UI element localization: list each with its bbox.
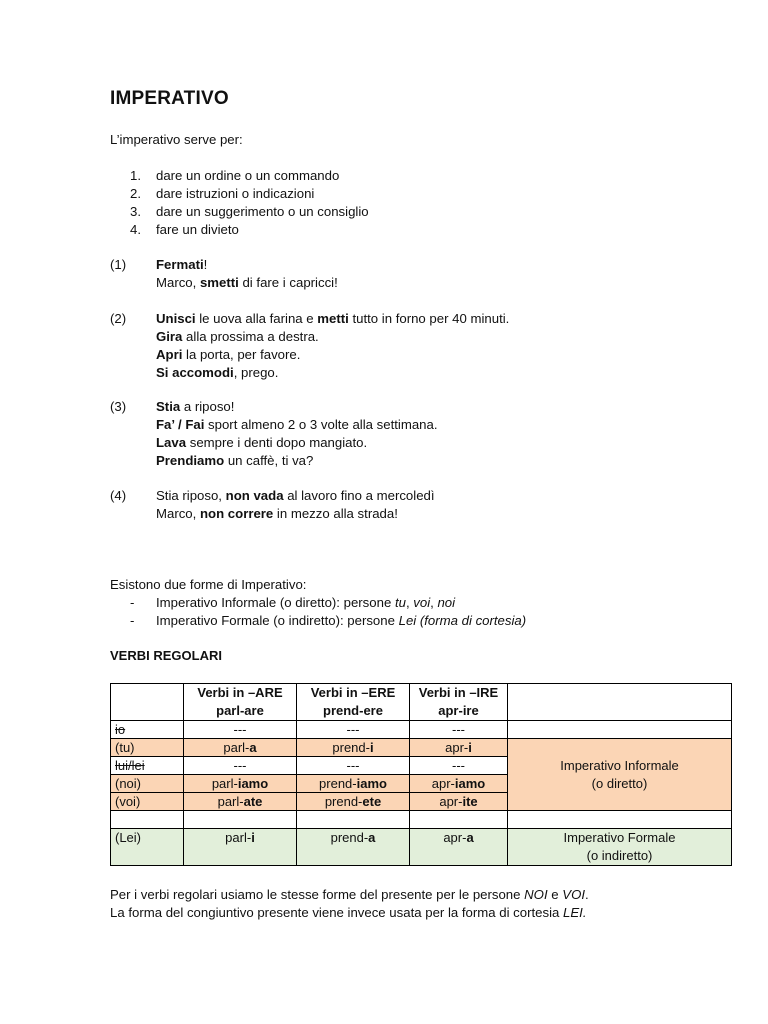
- imperative-verb: non correre: [199, 506, 274, 521]
- table-cell: [410, 829, 508, 866]
- table-cell: ---: [184, 721, 297, 739]
- verb-ending: a: [368, 830, 376, 845]
- verb-ending: i: [468, 740, 472, 755]
- verb-ending: iamo: [237, 776, 269, 791]
- list-text: fare un divieto: [156, 222, 239, 237]
- list-text: dare un suggerimento o un consiglio: [156, 204, 369, 219]
- table-cell: [297, 829, 410, 866]
- sentence-text: di fare i capricci!: [238, 275, 338, 290]
- page-title: IMPERATIVO: [110, 88, 229, 109]
- sentence-text: un caffè, ti va?: [224, 453, 314, 468]
- table-cell: [410, 793, 508, 811]
- table-header-row: [111, 684, 732, 721]
- imperative-verb: Fermati: [156, 257, 204, 272]
- verb-ending: i: [369, 740, 374, 755]
- sentence-text: alla prossima a destra.: [182, 329, 319, 344]
- example-sentence: [156, 364, 509, 382]
- header-ire: [410, 684, 508, 721]
- table-cell: [297, 775, 410, 793]
- table-cell: [410, 739, 508, 757]
- example-sentence: [156, 452, 437, 470]
- person-cell: (Lei): [111, 829, 184, 866]
- example-sentence: [156, 346, 509, 364]
- note-line: [110, 886, 589, 904]
- table-cell: [297, 739, 410, 757]
- verb-ending: ite: [462, 794, 478, 809]
- verb-stem: prend-: [330, 830, 369, 845]
- sentence-text: sempre i denti dopo mangiato.: [186, 435, 368, 450]
- imperative-verb: Si accomodi: [156, 365, 234, 380]
- table-row: [111, 721, 732, 739]
- table-cell: [184, 793, 297, 811]
- note-text: La forma del congiuntivo presente viene invece usata per la forma di cortesia: [110, 905, 564, 920]
- table-cell: ---: [297, 757, 410, 775]
- sentence-text: a riposo!: [180, 399, 235, 414]
- list-number: 3.: [130, 204, 141, 219]
- informal-line: (o diretto): [591, 775, 648, 791]
- intro-text: L’imperativo serve per:: [110, 132, 243, 147]
- note-text: .: [585, 887, 589, 902]
- imperative-verb: Fa’ / Fai: [156, 417, 205, 432]
- verb-stem: parl-: [223, 740, 250, 755]
- person-lei: Lei (forma di cortesia): [398, 613, 527, 628]
- person-noi: noi: [437, 595, 456, 610]
- imperative-verb: Lava: [156, 435, 187, 450]
- verb-stem: apr-: [445, 740, 469, 755]
- informal-label-cell: [508, 739, 732, 811]
- example-sentence: [156, 256, 338, 274]
- verb-ending: ate: [243, 794, 263, 809]
- example-label: (3): [110, 399, 127, 414]
- table-cell: [508, 721, 732, 739]
- table-cell: [508, 811, 732, 829]
- table-cell: [410, 811, 508, 829]
- person-label: io: [115, 722, 126, 737]
- imperative-verb: metti: [317, 311, 349, 326]
- sentence-text: Marco,: [156, 275, 200, 290]
- table-cell: [111, 684, 184, 721]
- header-line: prend-ere: [323, 703, 383, 718]
- formal-label-cell: [508, 829, 732, 866]
- verbs-table: [110, 683, 732, 866]
- sentence-text: al lavoro fino a mercoledì: [283, 488, 435, 503]
- verb-stem: prend-: [332, 740, 370, 755]
- closing-notes: [110, 886, 589, 922]
- separator: ,: [405, 595, 414, 610]
- table-cell: [410, 775, 508, 793]
- verb-ending: a: [249, 740, 257, 755]
- imperative-verb: smetti: [199, 275, 239, 290]
- list-number: 2.: [130, 186, 141, 201]
- table-row: [111, 739, 732, 757]
- example-sentence: [156, 487, 435, 505]
- note-text: e: [547, 887, 563, 902]
- imperative-verb: non vada: [225, 488, 284, 503]
- section-heading: VERBI REGOLARI: [110, 648, 222, 663]
- imperative-verb: Gira: [156, 329, 183, 344]
- table-cell: ---: [297, 721, 410, 739]
- note-text: Per i verbi regolari usiamo le stesse forme del presente per le persone: [110, 887, 525, 902]
- example-sentence: [156, 274, 338, 292]
- verb-ending: i: [251, 830, 255, 845]
- table-cell: [184, 811, 297, 829]
- example-sentence: [156, 416, 437, 434]
- list-text: dare istruzioni o indicazioni: [156, 186, 315, 201]
- verb-stem: apr-: [431, 776, 455, 791]
- verb-stem: prend-: [319, 776, 357, 791]
- formal-line: (o indiretto): [586, 848, 653, 863]
- sentence-text: le uova alla farina e: [195, 311, 318, 326]
- note-emphasis: NOI: [524, 887, 548, 902]
- verb-stem: parl-: [225, 830, 252, 845]
- sentence-text: in mezzo alla strada!: [273, 506, 398, 521]
- form-text: Imperativo Formale (o indiretto): persone: [156, 613, 399, 628]
- verb-ending: iamo: [454, 776, 486, 791]
- table-cell: [508, 684, 732, 721]
- list-text: [156, 612, 526, 630]
- example-label: (4): [110, 488, 127, 503]
- person-voi: voi: [413, 595, 431, 610]
- sentence-text: !: [203, 257, 208, 272]
- sentence-text: Marco,: [156, 506, 200, 521]
- person-cell: (noi): [111, 775, 184, 793]
- verb-stem: apr-: [439, 794, 463, 809]
- verb-stem: parl-: [217, 794, 244, 809]
- person-label: lui/lei: [115, 758, 145, 773]
- sentence-text: , prego.: [233, 365, 279, 380]
- note-emphasis: LEI.: [563, 905, 587, 920]
- example-sentence: [156, 505, 435, 523]
- header-line: Verbi in –ARE: [197, 685, 283, 700]
- example-sentence: [156, 328, 509, 346]
- list-text: dare un ordine o un commando: [156, 168, 340, 183]
- table-row: [111, 829, 732, 866]
- person-cell: [111, 721, 184, 739]
- verb-stem: prend-: [324, 794, 363, 809]
- imperative-verb: Prendiamo: [156, 453, 225, 468]
- list-text: [156, 594, 455, 612]
- table-spacer-row: [111, 811, 732, 829]
- note-emphasis: VOI: [562, 887, 585, 902]
- header-ere: [297, 684, 410, 721]
- sentence-text: sport almeno 2 o 3 volte alla settimana.: [204, 417, 438, 432]
- example-sentence: [156, 310, 509, 328]
- table-cell: [111, 811, 184, 829]
- table-cell: ---: [184, 757, 297, 775]
- list-number: 4.: [130, 222, 141, 237]
- person-cell: (voi): [111, 793, 184, 811]
- header-are: [184, 684, 297, 721]
- dash-bullet: -: [130, 613, 135, 628]
- table-cell: ---: [410, 757, 508, 775]
- imperative-verb: Apri: [156, 347, 183, 362]
- example-label: (1): [110, 257, 127, 272]
- verb-ending: a: [466, 830, 474, 845]
- sentence-text: la porta, per favore.: [182, 347, 301, 362]
- header-line: Verbi in –IRE: [418, 685, 499, 700]
- informal-line: Imperativo Informale: [560, 757, 679, 773]
- verb-stem: apr-: [443, 830, 467, 845]
- person-tu: tu: [394, 595, 406, 610]
- sentence-text: tutto in forno per 40 minuti.: [348, 311, 510, 326]
- list-number: 1.: [130, 168, 141, 183]
- verb-ending: ete: [362, 794, 382, 809]
- separator: ,: [430, 595, 438, 610]
- table-cell: [184, 829, 297, 866]
- formal-line: Imperativo Formale: [563, 830, 676, 845]
- header-line: apr-ire: [438, 703, 479, 718]
- table-cell: ---: [410, 721, 508, 739]
- verb-ending: iamo: [356, 776, 387, 791]
- table-cell: [297, 793, 410, 811]
- dash-bullet: -: [130, 595, 135, 610]
- note-line: [110, 904, 589, 922]
- example-sentence: [156, 398, 437, 416]
- header-line: Verbi in –ERE: [310, 685, 396, 700]
- sentence-text: Stia riposo,: [156, 488, 226, 503]
- table-cell: [184, 775, 297, 793]
- person-cell: (tu): [111, 739, 184, 757]
- person-cell: [111, 757, 184, 775]
- header-line: parl-are: [216, 703, 264, 718]
- imperative-verb: Stia: [156, 399, 181, 414]
- form-text: Imperativo Informale (o diretto): persone: [156, 595, 395, 610]
- table-cell: [297, 811, 410, 829]
- example-sentence: [156, 434, 437, 452]
- verb-stem: parl-: [211, 776, 238, 791]
- imperative-verb: Unisci: [156, 311, 196, 326]
- forms-intro: Esistono due forme di Imperativo:: [110, 577, 307, 592]
- example-label: (2): [110, 311, 127, 326]
- table-cell: [184, 739, 297, 757]
